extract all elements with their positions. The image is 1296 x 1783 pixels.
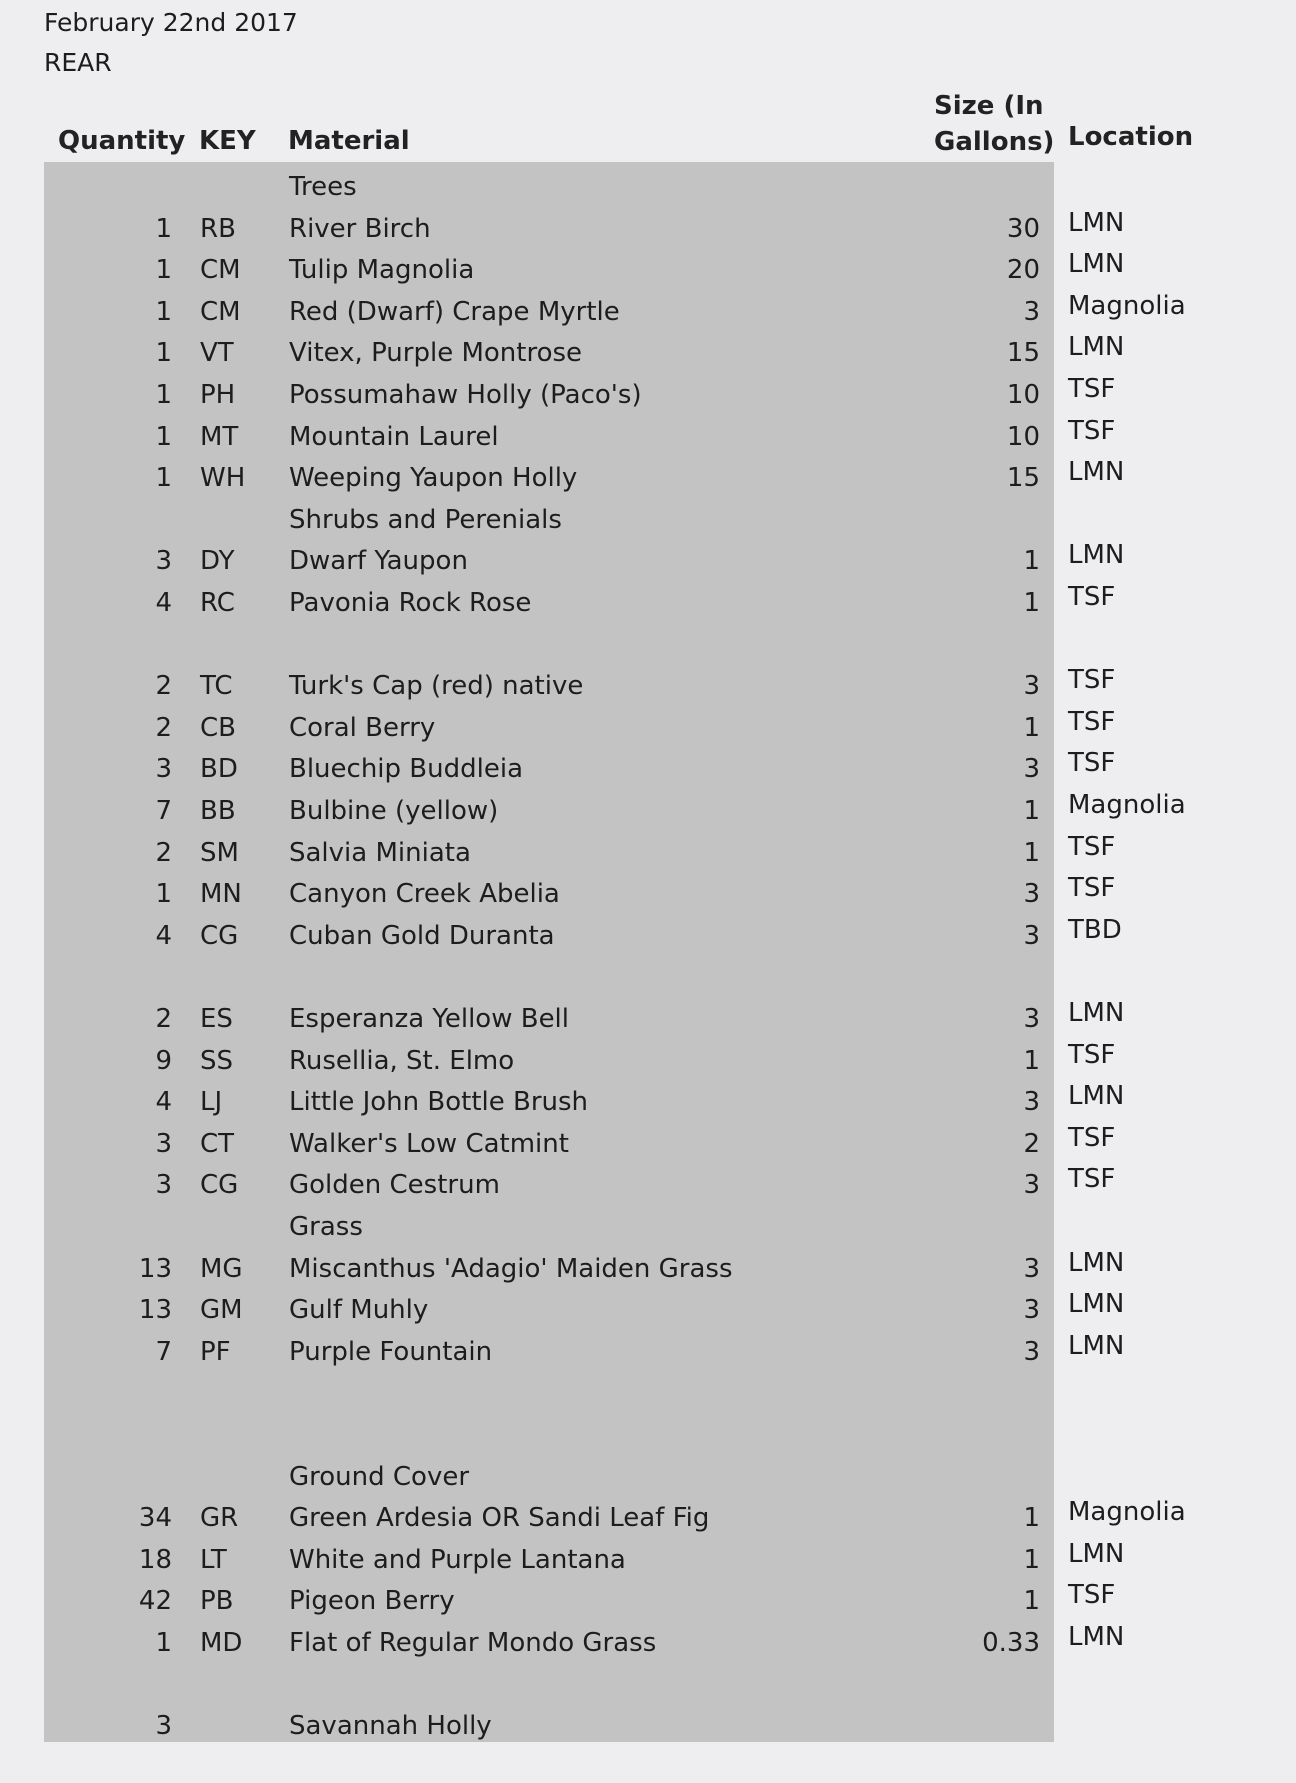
- cell-location: LMN: [1068, 249, 1125, 280]
- column-header-size: Size (In Gallons): [934, 91, 1055, 157]
- cell-material: Grass: [289, 1212, 363, 1242]
- cell-material: Red (Dwarf) Crape Myrtle: [289, 296, 620, 327]
- cell-size: 1: [1023, 1503, 1040, 1534]
- table-row: [0, 623, 1296, 664]
- cell-quantity: 3: [155, 1711, 172, 1742]
- table-row: [0, 165, 1296, 206]
- cell-key: RC: [200, 588, 235, 618]
- cell-material: Canyon Creek Abelia: [289, 879, 560, 910]
- cell-location: TSF: [1068, 582, 1116, 612]
- cell-key: MN: [200, 879, 242, 910]
- cell-quantity: 1: [155, 255, 172, 286]
- cell-material: Little John Bottle Brush: [289, 1087, 589, 1118]
- cell-size: 1: [1023, 837, 1040, 868]
- cell-size: 1: [1023, 588, 1040, 618]
- cell-material: Ground Cover: [289, 1461, 470, 1492]
- cell-size: 3: [1023, 1170, 1040, 1201]
- table-row: [0, 1663, 1296, 1704]
- cell-material: Dwarf Yaupon: [289, 546, 468, 577]
- cell-location: LMN: [1068, 1081, 1125, 1112]
- cell-size: 1: [1023, 1586, 1040, 1617]
- table-row: [0, 1621, 1296, 1662]
- cell-key: WH: [200, 463, 246, 494]
- cell-size: 10: [1006, 421, 1040, 452]
- table-row: [0, 872, 1296, 913]
- table-row: [0, 789, 1296, 830]
- table-row: [0, 1039, 1296, 1080]
- cell-size: 3: [1023, 1004, 1040, 1034]
- cell-location: LMN: [1068, 540, 1125, 571]
- cell-key: VT: [200, 338, 234, 369]
- cell-material: Mountain Laurel: [289, 421, 499, 452]
- cell-location: TSF: [1068, 748, 1116, 779]
- cell-location: TSF: [1068, 1580, 1116, 1611]
- table-row: [0, 1704, 1296, 1745]
- cell-material: Possumahaw Holly (Paco's): [289, 380, 642, 410]
- column-header-key: KEY: [199, 126, 256, 156]
- cell-location: TSF: [1068, 665, 1116, 696]
- table-row: [0, 664, 1296, 705]
- cell-key: CG: [200, 1170, 239, 1201]
- cell-size: 15: [1006, 338, 1040, 369]
- cell-quantity: 2: [155, 1004, 172, 1034]
- cell-key: CB: [200, 712, 236, 743]
- cell-quantity: 3: [155, 754, 172, 785]
- table-row: [0, 1496, 1296, 1537]
- cell-key: LT: [200, 1544, 227, 1575]
- column-header-quantity: Quantity: [58, 126, 186, 156]
- cell-key: GR: [200, 1503, 239, 1534]
- cell-location: LMN: [1068, 1289, 1125, 1320]
- table-row: [0, 997, 1296, 1038]
- cell-location: LMN: [1068, 998, 1125, 1028]
- cell-quantity: 3: [155, 1170, 172, 1201]
- cell-quantity: 1: [155, 463, 172, 494]
- cell-quantity: 13: [138, 1295, 172, 1326]
- cell-location: TSF: [1068, 1122, 1116, 1153]
- cell-material: River Birch: [289, 213, 431, 244]
- column-header-material: Material: [288, 126, 410, 156]
- cell-size: 3: [1023, 879, 1040, 910]
- cell-material: Cuban Gold Duranta: [289, 920, 555, 951]
- cell-location: TSF: [1068, 1039, 1116, 1070]
- table-row: [0, 1579, 1296, 1620]
- cell-quantity: 2: [155, 837, 172, 868]
- cell-size: 3: [1023, 1295, 1040, 1326]
- cell-key: CM: [200, 296, 241, 327]
- table-row: [0, 914, 1296, 955]
- cell-key: MG: [200, 1253, 243, 1284]
- table-row: [0, 955, 1296, 996]
- table-row: [0, 831, 1296, 872]
- cell-quantity: 13: [138, 1253, 172, 1284]
- table-row: [0, 1163, 1296, 1204]
- cell-material: Savannah Holly: [289, 1711, 492, 1742]
- cell-quantity: 1: [155, 421, 172, 452]
- cell-location: TSF: [1068, 415, 1116, 446]
- cell-material: Coral Berry: [289, 712, 436, 743]
- cell-material: Golden Cestrum: [289, 1170, 500, 1201]
- table-row: [0, 498, 1296, 539]
- cell-location: TSF: [1068, 706, 1116, 737]
- cell-key: CT: [200, 1128, 235, 1159]
- cell-key: BD: [200, 754, 238, 785]
- cell-material: Pavonia Rock Rose: [289, 588, 532, 618]
- cell-location: LMN: [1068, 1330, 1125, 1361]
- cell-material: Weeping Yaupon Holly: [289, 463, 578, 494]
- cell-location: TSF: [1068, 873, 1116, 904]
- cell-quantity: 1: [155, 296, 172, 327]
- cell-size: 3: [1023, 296, 1040, 327]
- cell-key: LJ: [200, 1087, 223, 1118]
- cell-material: Miscanthus 'Adagio' Maiden Grass: [289, 1253, 733, 1284]
- cell-location: TSF: [1068, 374, 1116, 404]
- cell-material: Green Ardesia OR Sandi Leaf Fig: [289, 1503, 710, 1534]
- table-row: [0, 248, 1296, 289]
- cell-quantity: 2: [155, 671, 172, 702]
- cell-location: Magnolia: [1068, 1497, 1186, 1528]
- cell-size: 3: [1023, 1253, 1040, 1284]
- cell-size: 1: [1023, 796, 1040, 826]
- cell-key: CG: [200, 920, 239, 951]
- cell-location: LMN: [1068, 1247, 1125, 1278]
- cell-material: Vitex, Purple Montrose: [289, 338, 583, 369]
- cell-size: 1: [1023, 1045, 1040, 1076]
- cell-material: Esperanza Yellow Bell: [289, 1004, 570, 1034]
- cell-quantity: 9: [155, 1045, 172, 1076]
- table-row: [0, 1122, 1296, 1163]
- cell-size: 1: [1023, 712, 1040, 743]
- table-row: [0, 581, 1296, 622]
- cell-material: Turk's Cap (red) native: [289, 671, 584, 702]
- cell-key: PF: [200, 1336, 231, 1367]
- cell-key: PB: [200, 1586, 234, 1617]
- cell-key: SM: [200, 837, 239, 868]
- cell-location: Magnolia: [1068, 290, 1186, 321]
- table-row: [0, 373, 1296, 414]
- section-label: REAR: [44, 48, 112, 77]
- cell-quantity: 7: [155, 1336, 172, 1367]
- cell-material: Shrubs and Perenials: [289, 504, 562, 535]
- cell-quantity: 34: [138, 1503, 172, 1534]
- cell-quantity: 4: [155, 1087, 172, 1118]
- cell-quantity: 4: [155, 920, 172, 951]
- cell-quantity: 1: [155, 879, 172, 910]
- cell-key: MD: [200, 1628, 243, 1658]
- cell-quantity: 3: [155, 1128, 172, 1159]
- cell-material: Tulip Magnolia: [289, 255, 475, 286]
- cell-quantity: 1: [155, 213, 172, 244]
- cell-material: Bulbine (yellow): [289, 796, 499, 826]
- cell-size: 1: [1023, 546, 1040, 577]
- table-row: [0, 1205, 1296, 1246]
- table-row: [0, 1538, 1296, 1579]
- cell-material: Trees: [289, 172, 357, 202]
- cell-quantity: 1: [155, 338, 172, 369]
- table-row: [0, 415, 1296, 456]
- cell-key: PH: [200, 380, 236, 410]
- table-row: [0, 331, 1296, 372]
- table-row: [0, 1247, 1296, 1288]
- cell-quantity: 4: [155, 588, 172, 618]
- table-row: [0, 207, 1296, 248]
- cell-location: TBD: [1068, 914, 1122, 945]
- cell-location: LMN: [1068, 457, 1125, 488]
- cell-size: 30: [1006, 213, 1040, 244]
- cell-location: LMN: [1068, 1622, 1125, 1652]
- table-row: [0, 456, 1296, 497]
- cell-location: LMN: [1068, 207, 1125, 238]
- cell-quantity: 2: [155, 712, 172, 743]
- table-row: [0, 539, 1296, 580]
- cell-quantity: 1: [155, 380, 172, 410]
- cell-material: White and Purple Lantana: [289, 1544, 626, 1575]
- table-row: [0, 1080, 1296, 1121]
- cell-quantity: 3: [155, 546, 172, 577]
- cell-key: DY: [200, 546, 235, 577]
- cell-size: 0.33: [982, 1628, 1040, 1658]
- cell-quantity: 42: [138, 1586, 172, 1617]
- table-row: [0, 706, 1296, 747]
- cell-location: TSF: [1068, 1164, 1116, 1195]
- cell-size: 15: [1006, 463, 1040, 494]
- cell-size: 3: [1023, 671, 1040, 702]
- cell-material: Purple Fountain: [289, 1336, 493, 1367]
- cell-key: BB: [200, 796, 236, 826]
- cell-size: 10: [1006, 380, 1040, 410]
- cell-quantity: 7: [155, 796, 172, 826]
- cell-location: TSF: [1068, 831, 1116, 862]
- cell-size: 3: [1023, 1087, 1040, 1118]
- cell-size: 1: [1023, 1544, 1040, 1575]
- table-row: [0, 1371, 1296, 1412]
- cell-key: ES: [200, 1004, 233, 1034]
- cell-key: GM: [200, 1295, 243, 1326]
- table-row: [0, 1413, 1296, 1454]
- cell-material: Gulf Muhly: [289, 1295, 429, 1326]
- cell-material: Walker's Low Catmint: [289, 1128, 569, 1159]
- cell-key: SS: [200, 1045, 234, 1076]
- cell-location: LMN: [1068, 1538, 1125, 1569]
- cell-size: 3: [1023, 1336, 1040, 1367]
- cell-material: Pigeon Berry: [289, 1586, 455, 1617]
- cell-key: TC: [200, 671, 233, 702]
- cell-quantity: 18: [138, 1544, 172, 1575]
- cell-material: Rusellia, St. Elmo: [289, 1045, 515, 1076]
- cell-key: MT: [200, 421, 239, 452]
- table-row: [0, 290, 1296, 331]
- table-row: [0, 1330, 1296, 1371]
- table-row: [0, 1455, 1296, 1496]
- cell-size: 3: [1023, 754, 1040, 785]
- cell-key: RB: [200, 213, 236, 244]
- cell-material: Flat of Regular Mondo Grass: [289, 1628, 657, 1658]
- cell-location: LMN: [1068, 332, 1125, 363]
- document-date: February 22nd 2017: [44, 8, 298, 37]
- table-row: [0, 1288, 1296, 1329]
- cell-size: 3: [1023, 920, 1040, 951]
- cell-material: Salvia Miniata: [289, 837, 471, 868]
- cell-location: Magnolia: [1068, 790, 1186, 820]
- cell-quantity: 1: [155, 1628, 172, 1658]
- cell-key: CM: [200, 255, 241, 286]
- cell-size: 20: [1006, 255, 1040, 286]
- column-header-location: Location: [1068, 122, 1194, 152]
- cell-size: 2: [1023, 1128, 1040, 1159]
- cell-material: Bluechip Buddleia: [289, 754, 523, 785]
- table-row: [0, 747, 1296, 788]
